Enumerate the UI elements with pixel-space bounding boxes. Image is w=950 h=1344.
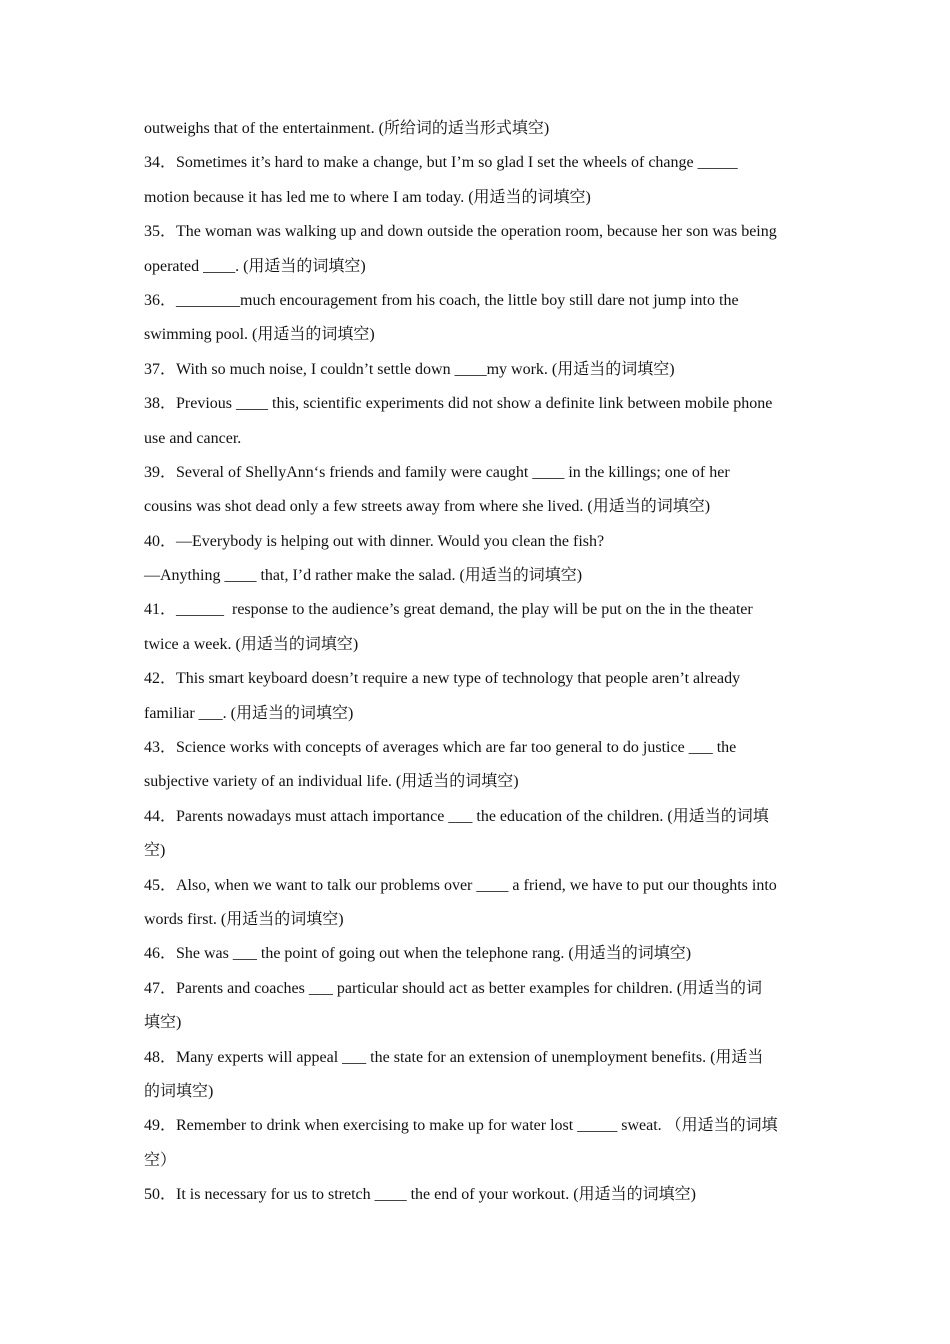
text-line: 42．This smart keyboard doesn’t require a new type of technology that people aren’t already [144,670,741,688]
text-line: twice a week. (用适当的词填空) [144,635,359,653]
text-line: familiar ___. (用适当的词填空) [144,704,354,722]
text-line: 46．She was ___ the point of going out when the telephone rang. (用适当的词填空) [144,945,692,963]
text-line: 37．With so much noise, I couldn’t settle down ____my work. (用适当的词填空) [144,360,675,378]
text-line: swimming pool. (用适当的词填空) [144,326,375,344]
text-line: —Anything ____ that, I’d rather make the salad. (用适当的词填空) [144,567,583,585]
text-line: 空) [144,842,166,860]
text-line: 空） [144,1151,177,1169]
text-line: 34．Sometimes it’s hard to make a change, but I’m so glad I set the wheels of change _____ [144,154,738,172]
text-line: operated ____. (用适当的词填空) [144,257,366,275]
text-line: 45．Also, when we want to talk our problems over ____ a friend, we have to put our thoughts into [144,876,777,894]
text-line: 40．—Everybody is helping out with dinner. Would you clean the fish? [144,532,605,550]
text-line: 43．Science works with concepts of averages which are far too general to do justice ___ the [144,739,737,757]
text-line: motion because it has led me to where I am today. (用适当的词填空) [144,188,591,206]
text-line: use and cancer. [144,429,242,447]
text-line: 39．Several of ShellyAnn‘s friends and family were caught ____ in the killings; one of her [144,463,730,481]
text-line: 35．The woman was walking up and down outside the operation room, because her son was being [144,223,777,241]
text-line: 48．Many experts will appeal ___ the state for an extension of unemployment benefits. (用适当 [144,1048,764,1066]
text-line: cousins was shot dead only a few streets away from where she lived. (用适当的词填空) [144,498,711,516]
text-line: 44．Parents nowadays must attach importance ___ the education of the children. (用适当的词填 [144,807,769,825]
exercise-text [144,112,810,1213]
text-line: 49．Remember to drink when exercising to make up for water lost _____ sweat. （用适当的词填 [144,1117,778,1135]
text-line: 50．It is necessary for us to stretch ____ the end of your workout. (用适当的词填空) [144,1186,696,1204]
text-line: 47．Parents and coaches ___ particular should act as better examples for children. (用适当的词 [144,979,763,997]
text-line: outweighs that of the entertainment. (所给词的适当形式填空) [144,120,550,137]
text-line: 38．Previous ____ this, scientific experiments did not show a definite link between mobile phone [144,395,773,413]
text-line: subjective variety of an individual life. (用适当的词填空) [144,773,519,791]
text-line: words first. (用适当的词填空) [144,910,344,928]
text-line: 的词填空) [144,1082,214,1100]
text-line: 填空) [144,1014,182,1032]
text-line: 41．______ response to the audience’s great demand, the play will be put on the in the theater [144,601,753,619]
text-line: 36．________much encouragement from his coach, the little boy still dare not jump into the [144,291,739,309]
